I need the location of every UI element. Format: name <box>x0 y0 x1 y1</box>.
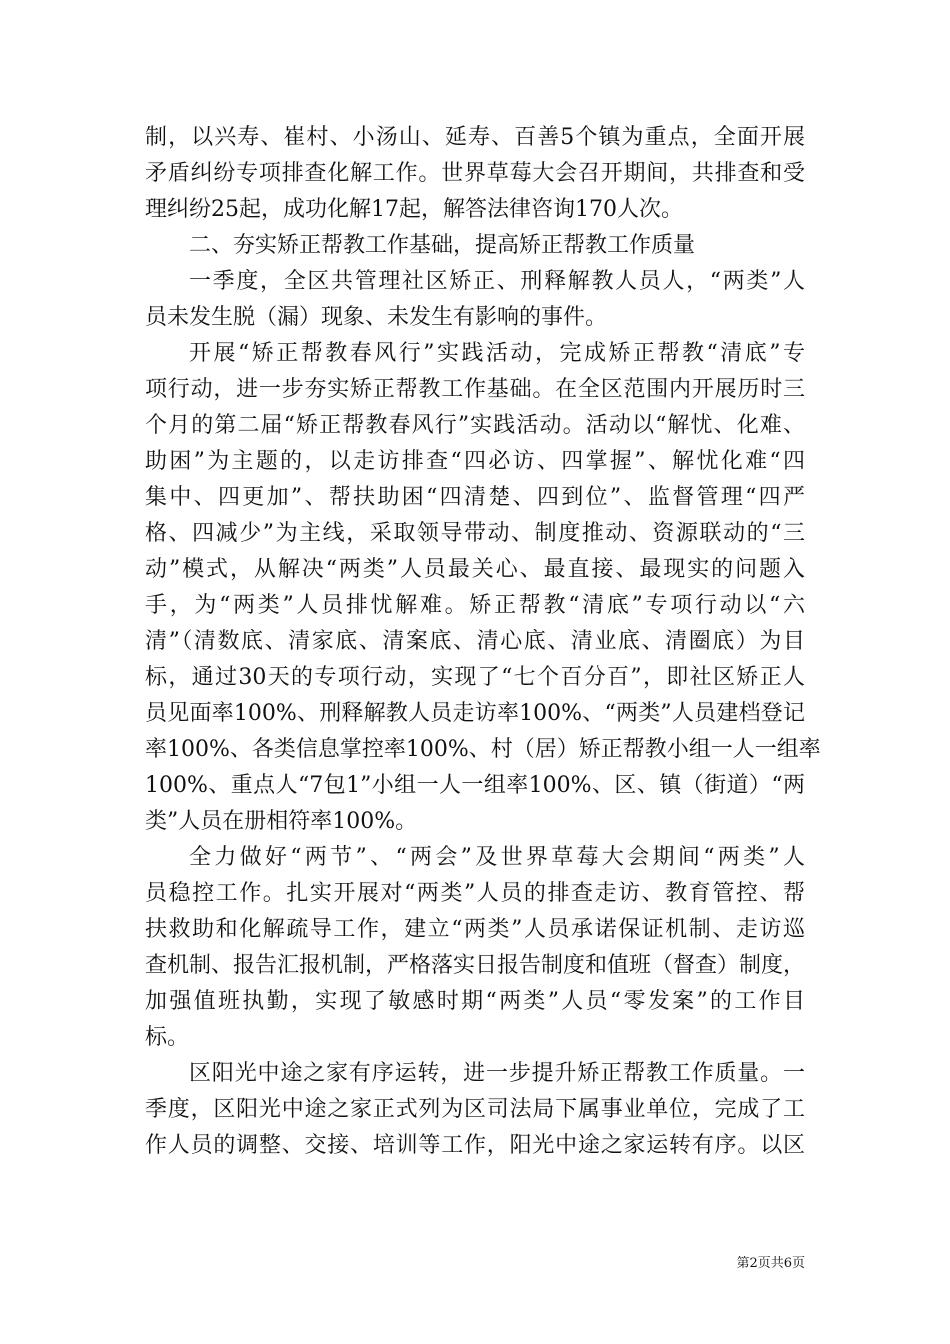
text-line: 动”模式，从解决“两类”人员最关心、最直接、最现实的问题入 <box>145 557 805 582</box>
text-line: 手，为“两类”人员排忧解难。矫正帮教“清底”专项行动以“六 <box>145 593 805 618</box>
text-line: 员见面率100%、刑释解教人员走访率100%、“两类”人员建档登记 <box>145 701 805 726</box>
text-line: 助困”为主题的，以走访排查“四必访、四掌握”、解忧化难“四 <box>145 449 805 474</box>
text-line: 作人员的调整、交接、培训等工作，阳光中途之家运转有序。以区 <box>145 1133 805 1158</box>
text-line: 清”（清数底、清家底、清案底、清心底、清业底、清圈底）为目 <box>145 629 805 654</box>
text-line: 扶救助和化解疏导工作，建立“两类”人员承诺保证机制、走访巡 <box>145 917 805 942</box>
document-body <box>145 120 821 1164</box>
text-line: 矛盾纠纷专项排查化解工作。世界草莓大会召开期间，共排查和受 <box>145 161 805 186</box>
text-line: 格、四减少”为主线，采取领导带动、制度推动、资源联动的“三 <box>145 521 805 546</box>
text-line: 制，以兴寿、崔村、小汤山、延寿、百善5个镇为重点，全面开展 <box>145 125 805 150</box>
page-number: 第2页共6页 <box>736 1256 805 1271</box>
text-line: 二、夯实矫正帮教工作基础，提高矫正帮教工作质量 <box>189 233 696 258</box>
text-line: 员稳控工作。扎实开展对“两类”人员的排查走访、教育管控、帮 <box>145 881 805 906</box>
text-line: 查机制、报告汇报机制，严格落实日报告制度和值班（督查）制度， <box>145 953 806 978</box>
text-line: 一季度，全区共管理社区矫正、刑释解教人员人，“两类”人 <box>189 269 805 294</box>
text-line: 集中、四更加”、帮扶助困“四清楚、四到位”、监督管理“四严 <box>145 485 805 510</box>
text-line: 区阳光中途之家有序运转，进一步提升矫正帮教工作质量。一 <box>189 1061 805 1086</box>
text-line: 项行动，进一步夯实矫正帮教工作基础。在全区范围内开展历时三 <box>145 377 805 402</box>
text-line: 开展“矫正帮教春风行”实践活动，完成矫正帮教“清底”专 <box>189 341 805 366</box>
text-line: 加强值班执勤，实现了敏感时期“两类”人员“零发案”的工作目 <box>145 989 805 1014</box>
text-line: 理纠纷25起，成功化解17起，解答法律咨询170人次。 <box>145 197 683 222</box>
text-line: 标。 <box>145 1025 190 1050</box>
text-line: 类”人员在册相符率100%。 <box>145 809 418 834</box>
text-line: 个月的第二届“矫正帮教春风行”实践活动。活动以“解忧、化难、 <box>145 413 805 438</box>
text-line: 率100%、各类信息掌控率100%、村（居）矫正帮教小组一人一组率 <box>145 737 821 762</box>
text-line: 员未发生脱（漏）现象、未发生有影响的事件。 <box>145 305 608 330</box>
text-line: 季度，区阳光中途之家正式列为区司法局下属事业单位，完成了工 <box>145 1097 805 1122</box>
text-line: 全力做好“两节”、“两会”及世界草莓大会期间“两类”人 <box>189 845 805 870</box>
text-line: 标，通过30天的专项行动，实现了“七个百分百”，即社区矫正人 <box>145 665 805 690</box>
text-line: 100%、重点人“7包1”小组一人一组率100%、区、镇（街道）“两 <box>145 773 805 798</box>
